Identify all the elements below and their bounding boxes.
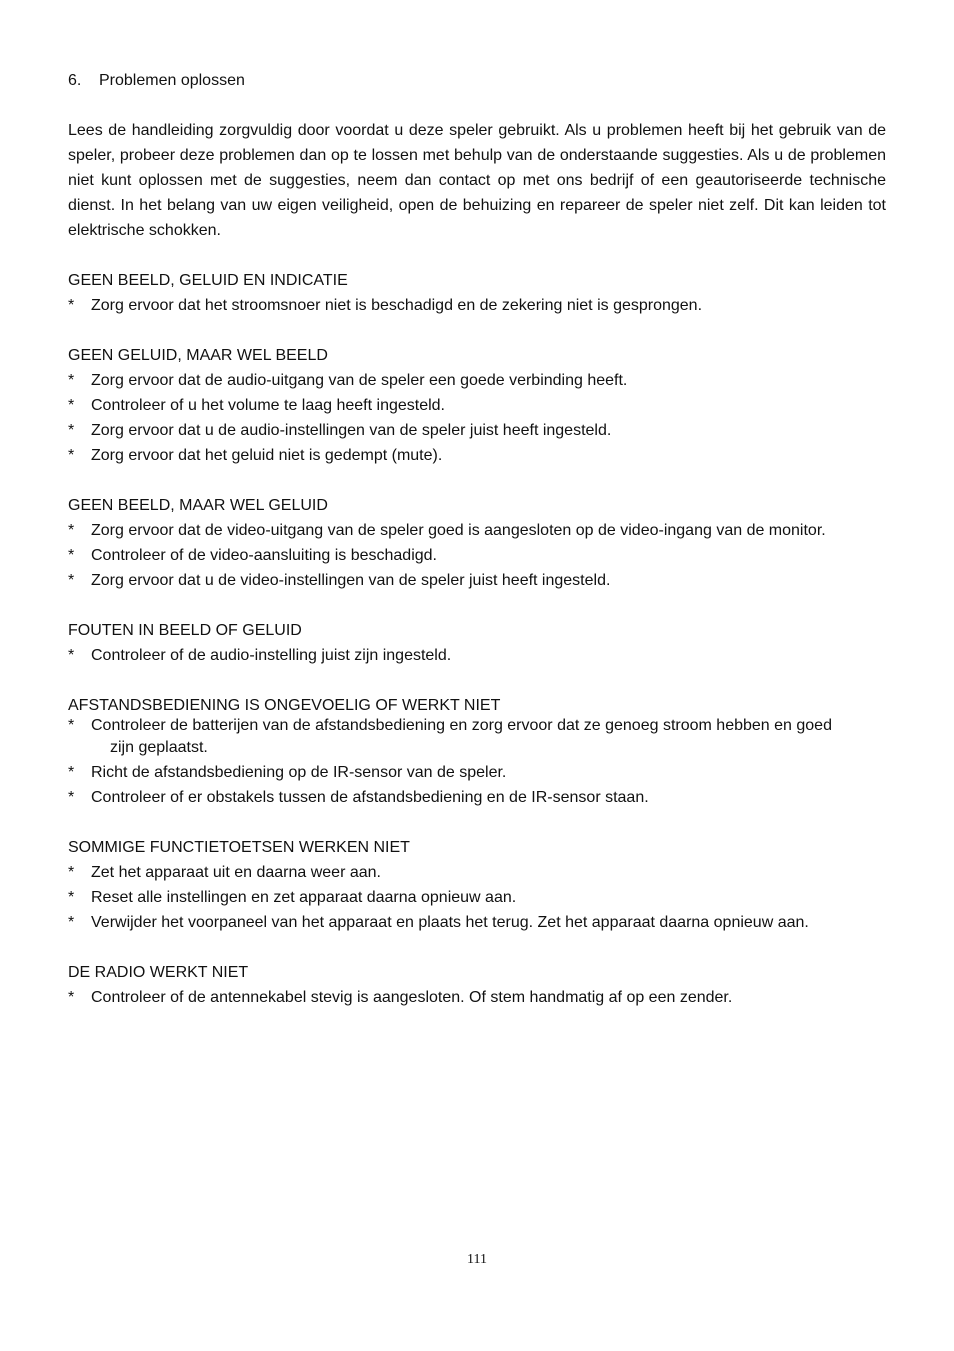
bullet: * bbox=[68, 297, 75, 314]
document-page bbox=[68, 68, 886, 1010]
section-radio bbox=[68, 960, 886, 1010]
page-number: 111 bbox=[467, 1252, 487, 1267]
section-no-picture-sound-ok bbox=[68, 493, 886, 593]
item-text: Zorg ervoor dat u de video-instellingen van de speler juist heeft ingesteld. bbox=[91, 572, 611, 589]
item-text: Zet het apparaat uit en daarna weer aan. bbox=[91, 864, 381, 881]
item-text: Richt de afstandsbediening op de IR-sensor van de speler. bbox=[91, 764, 507, 781]
list-item bbox=[68, 910, 886, 935]
bullet: * bbox=[68, 422, 75, 439]
list-item bbox=[68, 543, 886, 568]
list-item bbox=[68, 715, 886, 759]
bullet: * bbox=[68, 572, 75, 589]
bullet: * bbox=[68, 547, 75, 564]
section-picture-sound-errors bbox=[68, 618, 886, 668]
list-item bbox=[68, 293, 886, 318]
section-no-sound-picture-ok bbox=[68, 343, 886, 468]
item-text: Controleer of de antennekabel stevig is aangesloten. Of stem handmatig af op een zender. bbox=[91, 989, 733, 1006]
item-text: Controleer of de audio-instelling juist zijn ingesteld. bbox=[91, 647, 452, 664]
item-text: Controleer of u het volume te laag heeft ingesteld. bbox=[91, 397, 445, 414]
item-text: Zorg ervoor dat u de audio-instellingen van de speler juist heeft ingesteld. bbox=[91, 422, 612, 439]
list-item bbox=[68, 443, 886, 468]
list-item bbox=[68, 785, 886, 810]
list-item bbox=[68, 643, 886, 668]
bullet: * bbox=[68, 889, 75, 906]
bullet: * bbox=[68, 372, 75, 389]
section-title: GEEN BEELD, MAAR WEL GELUID bbox=[68, 497, 328, 514]
bullet: * bbox=[68, 764, 75, 781]
list-item bbox=[68, 985, 886, 1010]
list-item bbox=[68, 393, 886, 418]
section-no-picture-sound-indication bbox=[68, 268, 886, 318]
item-text-continuation: zijn geplaatst. bbox=[110, 739, 208, 756]
item-text: Zorg ervoor dat het geluid niet is gedempt (mute). bbox=[91, 447, 443, 464]
bullet: * bbox=[68, 789, 75, 806]
section-title: AFSTANDSBEDIENING IS ONGEVOELIG OF WERKT NIET bbox=[68, 697, 501, 714]
bullet: * bbox=[68, 647, 75, 664]
item-text: Zorg ervoor dat de audio-uitgang van de speler een goede verbinding heeft. bbox=[91, 372, 628, 389]
item-text: Reset alle instellingen en zet apparaat daarna opnieuw aan. bbox=[91, 889, 517, 906]
bullet: * bbox=[68, 522, 75, 539]
item-text: Controleer of de video-aansluiting is beschadigd. bbox=[91, 547, 437, 564]
section-title: DE RADIO WERKT NIET bbox=[68, 964, 249, 981]
bullet: * bbox=[68, 447, 75, 464]
section-title: GEEN GELUID, MAAR WEL BEELD bbox=[68, 347, 328, 364]
list-item bbox=[68, 418, 886, 443]
intro-paragraph: Lees de handleiding zorgvuldig door voordat u deze speler gebruikt. Als u problemen heeft bij het gebruik van de speler, probeer deze problemen dan op te lossen met behulp van de onderstaande suggesties. Als u de problemen niet kunt oplossen met de suggesties, neem dan contact op met ons bedrijf of een geautoriseerde technische dienst. In het belang van uw eigen veiligheid, open de behuizing en repareer de speler niet zelf. Dit kan leiden tot elektrische schokken. bbox=[68, 122, 886, 239]
list-item bbox=[68, 760, 886, 785]
item-text bbox=[91, 715, 886, 759]
list-item bbox=[68, 518, 886, 543]
item-text: Verwijder het voorpaneel van het apparaat en plaats het terug. Zet het apparaat daarna opnieuw aan. bbox=[91, 914, 809, 931]
list-item bbox=[68, 568, 886, 593]
item-text: Zorg ervoor dat het stroomsnoer niet is beschadigd en de zekering niet is gesprongen. bbox=[91, 297, 703, 314]
chapter-title: Problemen oplossen bbox=[99, 72, 245, 89]
list-item bbox=[68, 860, 886, 885]
section-remote-control bbox=[68, 693, 886, 810]
bullet: * bbox=[68, 864, 75, 881]
bullet: * bbox=[68, 989, 75, 1006]
section-title: FOUTEN IN BEELD OF GELUID bbox=[68, 622, 302, 639]
item-text: Zorg ervoor dat de video-uitgang van de speler goed is aangesloten op de video-ingang van de monitor. bbox=[91, 522, 826, 539]
section-function-keys bbox=[68, 835, 886, 935]
list-item bbox=[68, 885, 886, 910]
bullet: * bbox=[68, 397, 75, 414]
list-item bbox=[68, 368, 886, 393]
chapter-heading bbox=[68, 68, 886, 93]
chapter-number: 6. bbox=[68, 72, 82, 89]
item-text-line: Controleer de batterijen van de afstandsbediening en zorg ervoor dat ze genoeg stroom hebben en goed bbox=[91, 717, 832, 734]
section-title: SOMMIGE FUNCTIETOETSEN WERKEN NIET bbox=[68, 839, 410, 856]
bullet: * bbox=[68, 914, 75, 931]
bullet: * bbox=[68, 717, 75, 734]
item-text: Controleer of er obstakels tussen de afstandsbediening en de IR-sensor staan. bbox=[91, 789, 649, 806]
section-title: GEEN BEELD, GELUID EN INDICATIE bbox=[68, 272, 348, 289]
